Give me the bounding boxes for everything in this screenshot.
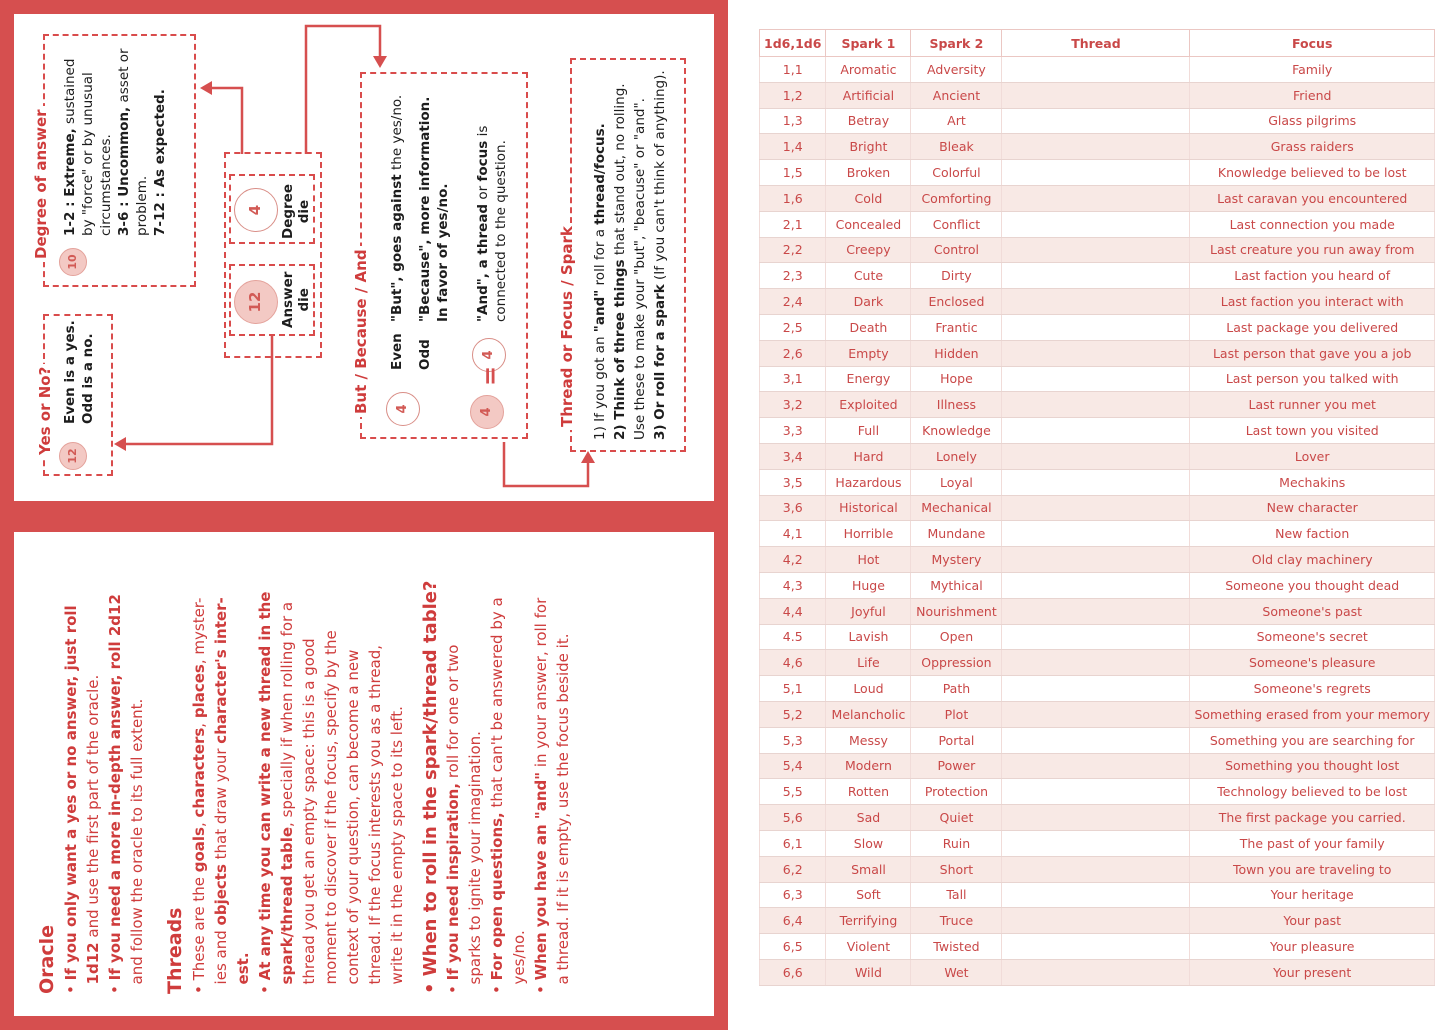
focus-cell: Your present — [1190, 959, 1435, 985]
focus-cell: Last person that gave you a job — [1190, 340, 1435, 366]
roll-cell: 5,1 — [760, 676, 826, 702]
focus-cell: Lover — [1190, 443, 1435, 469]
spark-2-cell: Adversity — [911, 57, 1002, 83]
table-row — [760, 624, 1435, 650]
spark-2-cell: Lonely — [911, 443, 1002, 469]
thread-cell[interactable] — [1002, 134, 1190, 160]
spark-1-cell: Cute — [826, 263, 911, 289]
thread-cell[interactable] — [1002, 624, 1190, 650]
d4-filled-icon: 4 — [470, 395, 504, 429]
thread-cell[interactable] — [1002, 469, 1190, 495]
thread-cell[interactable] — [1002, 340, 1190, 366]
spark-1-cell: Historical — [826, 495, 911, 521]
spark-1-cell: Cold — [826, 185, 911, 211]
focus-cell: The first package you carried. — [1190, 805, 1435, 831]
roll-cell: 1,5 — [760, 160, 826, 186]
focus-cell: Friend — [1190, 82, 1435, 108]
spark-2-cell: Mythical — [911, 572, 1002, 598]
roll-cell: 5,4 — [760, 753, 826, 779]
spark-2-cell: Truce — [911, 908, 1002, 934]
spark-2-cell: Comforting — [911, 185, 1002, 211]
spark-1-cell: Slow — [826, 830, 911, 856]
thread-cell[interactable] — [1002, 779, 1190, 805]
roll-cell: 5,3 — [760, 727, 826, 753]
spark-2-cell: Illness — [911, 392, 1002, 418]
thread-cell[interactable] — [1002, 856, 1190, 882]
roll-cell: 1,3 — [760, 108, 826, 134]
roll-cell: 3,3 — [760, 418, 826, 444]
thread-cell[interactable] — [1002, 443, 1190, 469]
spark-1-cell: Huge — [826, 572, 911, 598]
spark-2-cell: Frantic — [911, 314, 1002, 340]
thread-cell[interactable] — [1002, 934, 1190, 960]
thread-cell[interactable] — [1002, 108, 1190, 134]
spark-1-cell: Dark — [826, 289, 911, 315]
spark-2-cell: Plot — [911, 701, 1002, 727]
spark-1-cell: Wild — [826, 959, 911, 985]
spark-1-cell: Full — [826, 418, 911, 444]
thread-cell[interactable] — [1002, 314, 1190, 340]
focus-cell: Last town you visited — [1190, 418, 1435, 444]
focus-cell: Last caravan you encountered — [1190, 185, 1435, 211]
oracle-panel — [14, 14, 714, 501]
focus-cell: Your pleasure — [1190, 934, 1435, 960]
spark-2-cell: Mundane — [911, 521, 1002, 547]
table-row — [760, 805, 1435, 831]
roll-cell: 5,2 — [760, 701, 826, 727]
spark-2-cell: Wet — [911, 959, 1002, 985]
spark-2-cell: Art — [911, 108, 1002, 134]
focus-cell: Someone's regrets — [1190, 676, 1435, 702]
roll-cell: 4.5 — [760, 624, 826, 650]
d4-outline-icon: 4 — [472, 338, 506, 372]
table-row — [760, 521, 1435, 547]
table-row — [760, 82, 1435, 108]
roll-cell: 5,6 — [760, 805, 826, 831]
d12-answer-icon: 12 — [234, 280, 278, 324]
spark-2-cell: Knowledge — [911, 418, 1002, 444]
spark-1-cell: Loud — [826, 676, 911, 702]
table-row — [760, 469, 1435, 495]
spark-1-cell: Empty — [826, 340, 911, 366]
spark-2-cell: Quiet — [911, 805, 1002, 831]
spark-1-cell: Small — [826, 856, 911, 882]
table-row — [760, 934, 1435, 960]
spark-1-cell: Modern — [826, 753, 911, 779]
table-row — [760, 495, 1435, 521]
roll-cell: 6,6 — [760, 959, 826, 985]
spark-1-cell: Artificial — [826, 82, 911, 108]
roll-cell: 6,2 — [760, 856, 826, 882]
spark-1-cell: Hot — [826, 547, 911, 573]
table-row — [760, 366, 1435, 392]
thread-cell[interactable] — [1002, 418, 1190, 444]
when-heading: • When to roll in the spark/thread table? — [420, 580, 441, 994]
spark-2-cell: Open — [911, 624, 1002, 650]
focus-cell: Last connection you made — [1190, 211, 1435, 237]
focus-cell: Last faction you interact with — [1190, 289, 1435, 315]
spark-2-cell: Power — [911, 753, 1002, 779]
focus-cell: Someone you thought dead — [1190, 572, 1435, 598]
roll-cell: 2,5 — [760, 314, 826, 340]
spark-2-cell: Mystery — [911, 547, 1002, 573]
thread-cell[interactable] — [1002, 727, 1190, 753]
focus-cell: Last person you talked with — [1190, 366, 1435, 392]
focus-cell: Family — [1190, 57, 1435, 83]
odd-rule: "Because", more information. In favor of yes/no. — [417, 96, 451, 322]
d12-icon: 12 — [59, 442, 87, 470]
spark-1-cell: Bright — [826, 134, 911, 160]
thread-cell[interactable] — [1002, 366, 1190, 392]
yes-no-die-wrap — [59, 442, 87, 470]
spark-2-cell: Oppression — [911, 650, 1002, 676]
odd-label: Odd — [417, 339, 433, 370]
but-die-wrap — [386, 392, 420, 426]
degree-die — [234, 188, 278, 232]
table-row — [760, 237, 1435, 263]
when-bullet-3: • When you have an "and" in your answer, roll for a thread. If it is empty, use the focus beside it. — [532, 597, 572, 994]
and-die-2 — [470, 395, 504, 429]
thread-cell[interactable] — [1002, 753, 1190, 779]
but-because-title: But / Because / And — [352, 246, 370, 417]
roll-cell: 2,6 — [760, 340, 826, 366]
spark-1-cell: Hazardous — [826, 469, 911, 495]
focus-cell: Your heritage — [1190, 882, 1435, 908]
focus-cell: Someone's pleasure — [1190, 650, 1435, 676]
thread-cell[interactable] — [1002, 676, 1190, 702]
roll-cell: 1,4 — [760, 134, 826, 160]
spark-1-cell: Life — [826, 650, 911, 676]
thread-cell[interactable] — [1002, 882, 1190, 908]
spark-2-cell: Ruin — [911, 830, 1002, 856]
thread-cell[interactable] — [1002, 211, 1190, 237]
yes-no-rules — [61, 320, 97, 424]
even-rule: "But", goes against the yes/no. — [389, 94, 405, 322]
roll-cell: 2,3 — [760, 263, 826, 289]
yes-no-title: Yes or No? — [36, 364, 54, 458]
spark-1-cell: Terrifying — [826, 908, 911, 934]
spark-2-cell: Conflict — [911, 211, 1002, 237]
table-row — [760, 57, 1435, 83]
table-row — [760, 314, 1435, 340]
spark-2-cell: Path — [911, 676, 1002, 702]
focus-cell: New character — [1190, 495, 1435, 521]
spark-2-cell: Portal — [911, 727, 1002, 753]
header-thread: Thread — [1002, 30, 1190, 57]
table-row — [760, 185, 1435, 211]
focus-cell: Last runner you met — [1190, 392, 1435, 418]
thread-cell[interactable] — [1002, 495, 1190, 521]
table-header-row — [760, 30, 1435, 57]
thread-cell[interactable] — [1002, 547, 1190, 573]
spark-2-cell: Ancient — [911, 82, 1002, 108]
spark-2-cell: Enclosed — [911, 289, 1002, 315]
table-row — [760, 830, 1435, 856]
spark-1-cell: Sad — [826, 805, 911, 831]
table-row — [760, 676, 1435, 702]
uncommon-label: 3-6 : Uncommon, — [116, 106, 132, 236]
spark-1-cell: Hard — [826, 443, 911, 469]
spark-1-cell: Creepy — [826, 237, 911, 263]
table-row — [760, 650, 1435, 676]
table-row — [760, 753, 1435, 779]
thread-cell[interactable] — [1002, 57, 1190, 83]
thread-cell[interactable] — [1002, 572, 1190, 598]
threads-bullet-1: • These are the goals, characters, places, myster- ies and objects that draw your character's inter- est. — [190, 597, 252, 994]
spark-1-cell: Aromatic — [826, 57, 911, 83]
oracle-bullet-2: • If you need a more in-depth answer, roll 2d12 and follow the oracle to its full extent. — [106, 594, 146, 994]
table-row — [760, 856, 1435, 882]
header-spark-1: Spark 1 — [826, 30, 911, 57]
degree-rules: 1-2 : Extreme, sustained by "force" or by unusual circumstances. 3-6 : Uncommon, asset or problem. 7-12 : As expected. — [62, 48, 168, 236]
table-row — [760, 572, 1435, 598]
roll-cell: 3,5 — [760, 469, 826, 495]
spark-1-cell: Broken — [826, 160, 911, 186]
roll-cell: 2,4 — [760, 289, 826, 315]
focus-cell: Mechakins — [1190, 469, 1435, 495]
and-rule: "And", a thread or focus is connected to the question. — [475, 125, 509, 322]
extreme-label: 1-2 : Extreme, — [62, 128, 78, 236]
thread-cell[interactable] — [1002, 160, 1190, 186]
d4-icon: 4 — [234, 188, 278, 232]
thread-cell[interactable] — [1002, 82, 1190, 108]
table-row — [760, 882, 1435, 908]
spark-1-cell: Messy — [826, 727, 911, 753]
table-row — [760, 443, 1435, 469]
table-row — [760, 289, 1435, 315]
d10-icon: 10 — [59, 248, 87, 276]
thread-cell[interactable] — [1002, 805, 1190, 831]
focus-cell: Last faction you heard of — [1190, 263, 1435, 289]
focus-cell: Grass raiders — [1190, 134, 1435, 160]
focus-cell: Last creature you run away from — [1190, 237, 1435, 263]
roll-cell: 4,2 — [760, 547, 826, 573]
roll-cell: 1,2 — [760, 82, 826, 108]
spark-1-cell: Concealed — [826, 211, 911, 237]
roll-cell: 6,1 — [760, 830, 826, 856]
spark-1-cell: Violent — [826, 934, 911, 960]
header-focus: Focus — [1190, 30, 1435, 57]
thread-cell[interactable] — [1002, 650, 1190, 676]
focus-cell: Last package you delivered — [1190, 314, 1435, 340]
spark-1-cell: Soft — [826, 882, 911, 908]
table-row — [760, 418, 1435, 444]
degree-die-wrap — [59, 248, 87, 276]
focus-cell: Technology believed to be lost — [1190, 779, 1435, 805]
focus-cell: The past of your family — [1190, 830, 1435, 856]
roll-cell: 3,2 — [760, 392, 826, 418]
d4-outline-icon: 4 — [386, 392, 420, 426]
focus-cell: Old clay machinery — [1190, 547, 1435, 573]
thread-cell[interactable] — [1002, 598, 1190, 624]
table-row — [760, 908, 1435, 934]
focus-cell: Town you are traveling to — [1190, 856, 1435, 882]
spark-2-cell: Protection — [911, 779, 1002, 805]
roll-cell: 2,1 — [760, 211, 826, 237]
focus-cell: Something you thought lost — [1190, 753, 1435, 779]
table-row — [760, 108, 1435, 134]
thread-focus-title: Thread or Focus / Spark — [558, 223, 576, 430]
spark-2-cell: Dirty — [911, 263, 1002, 289]
focus-cell: Glass pilgrims — [1190, 108, 1435, 134]
roll-cell: 4,1 — [760, 521, 826, 547]
no-rule: Odd is a no. — [80, 333, 96, 424]
thread-cell[interactable] — [1002, 185, 1190, 211]
spark-2-cell: Bleak — [911, 134, 1002, 160]
thread-cell[interactable] — [1002, 908, 1190, 934]
table-row — [760, 160, 1435, 186]
roll-cell: 4,3 — [760, 572, 826, 598]
thread-cell[interactable] — [1002, 263, 1190, 289]
thread-cell[interactable] — [1002, 521, 1190, 547]
spark-1-cell: Melancholic — [826, 701, 911, 727]
header-roll: 1d6,1d6 — [760, 30, 826, 57]
roll-cell: 6,3 — [760, 882, 826, 908]
focus-cell: New faction — [1190, 521, 1435, 547]
roll-cell: 3,6 — [760, 495, 826, 521]
when-bullet-2: • For open questions, that can't be answered by a yes/no. — [488, 597, 528, 994]
table-row — [760, 134, 1435, 160]
degree-die-label: Degree die — [280, 184, 312, 239]
spark-1-cell: Rotten — [826, 779, 911, 805]
yes-rule: Even is a yes. — [62, 320, 78, 424]
spark-2-cell: Tall — [911, 882, 1002, 908]
roll-cell: 4,6 — [760, 650, 826, 676]
focus-cell: Knowledge believed to be lost — [1190, 160, 1435, 186]
table-row — [760, 547, 1435, 573]
roll-cell: 1,1 — [760, 57, 826, 83]
spark-2-cell: Twisted — [911, 934, 1002, 960]
answer-die-label: Answer die — [280, 271, 312, 328]
roll-cell: 1,6 — [760, 185, 826, 211]
spark-2-cell: Nourishment — [911, 598, 1002, 624]
degree-title: Degree of answer — [32, 106, 50, 262]
focus-cell: Something erased from your memory — [1190, 701, 1435, 727]
answer-die — [234, 280, 278, 324]
roll-cell: 3,1 — [760, 366, 826, 392]
spark-2-cell: Short — [911, 856, 1002, 882]
thread-focus-rules: 1) If you got an "and" roll for a thread/focus. 2) Think of three things that stand out, no rolling. Use these to make your "but", "beacuse" or "and". 3) Or roll for a spark (If you can't think of anything). — [592, 70, 668, 440]
table-row — [760, 701, 1435, 727]
spark-2-cell: Mechanical — [911, 495, 1002, 521]
spark-2-cell: Hope — [911, 366, 1002, 392]
spark-1-cell: Death — [826, 314, 911, 340]
spark-1-cell: Exploited — [826, 392, 911, 418]
thread-cell[interactable] — [1002, 237, 1190, 263]
roll-cell: 6,4 — [760, 908, 826, 934]
thread-cell[interactable] — [1002, 830, 1190, 856]
roll-cell: 6,5 — [760, 934, 826, 960]
spark-2-cell: Colorful — [911, 160, 1002, 186]
roll-cell: 3,4 — [760, 443, 826, 469]
spark-1-cell: Joyful — [826, 598, 911, 624]
table-row — [760, 392, 1435, 418]
equals-sign: = — [476, 365, 504, 386]
roll-cell: 5,5 — [760, 779, 826, 805]
even-label: Even — [389, 333, 405, 370]
table-row — [760, 959, 1435, 985]
spark-2-cell: Control — [911, 237, 1002, 263]
guide-panel — [14, 532, 714, 1016]
spark-2-cell: Loyal — [911, 469, 1002, 495]
spark-1-cell: Betray — [826, 108, 911, 134]
when-bullet-1: • If you need inspiration, roll for one or two sparks to ignite your imagination. — [444, 644, 484, 994]
spark-1-cell: Energy — [826, 366, 911, 392]
oracle-bullet-1: • If you only want a yes or no answer, just roll 1d12 and use the first part of the oracle. — [62, 605, 102, 994]
guide-text — [34, 554, 574, 994]
table-row — [760, 211, 1435, 237]
roll-cell: 2,2 — [760, 237, 826, 263]
roll-cell: 4,4 — [760, 598, 826, 624]
spark-2-cell: Hidden — [911, 340, 1002, 366]
spark-thread-table — [759, 29, 1435, 986]
table-row — [760, 598, 1435, 624]
focus-cell: Someone's secret — [1190, 624, 1435, 650]
thread-cell[interactable] — [1002, 289, 1190, 315]
focus-cell: Your past — [1190, 908, 1435, 934]
expected-label: 7-12 : As expected. — [152, 89, 168, 236]
table-row — [760, 263, 1435, 289]
spark-1-cell: Lavish — [826, 624, 911, 650]
oracle-heading: Oracle — [36, 924, 58, 994]
focus-cell: Something you are searching for — [1190, 727, 1435, 753]
focus-cell: Someone's past — [1190, 598, 1435, 624]
table-row — [760, 779, 1435, 805]
threads-heading: Threads — [164, 907, 186, 994]
spark-1-cell: Horrible — [826, 521, 911, 547]
thread-cell[interactable] — [1002, 701, 1190, 727]
table-body — [760, 57, 1435, 986]
thread-cell[interactable] — [1002, 959, 1190, 985]
thread-cell[interactable] — [1002, 392, 1190, 418]
header-spark-2: Spark 2 — [911, 30, 1002, 57]
table-row — [760, 727, 1435, 753]
threads-bullet-2: • At any time you can write a new thread in the spark/thread table, specially if when rolling for a thread you get an empty space: this is a good moment to discover if the focus, specify by the context of your question, can become a new thread. If the focus interests you as a thread, write it in the empty space to its left. — [256, 591, 406, 994]
table-row — [760, 340, 1435, 366]
